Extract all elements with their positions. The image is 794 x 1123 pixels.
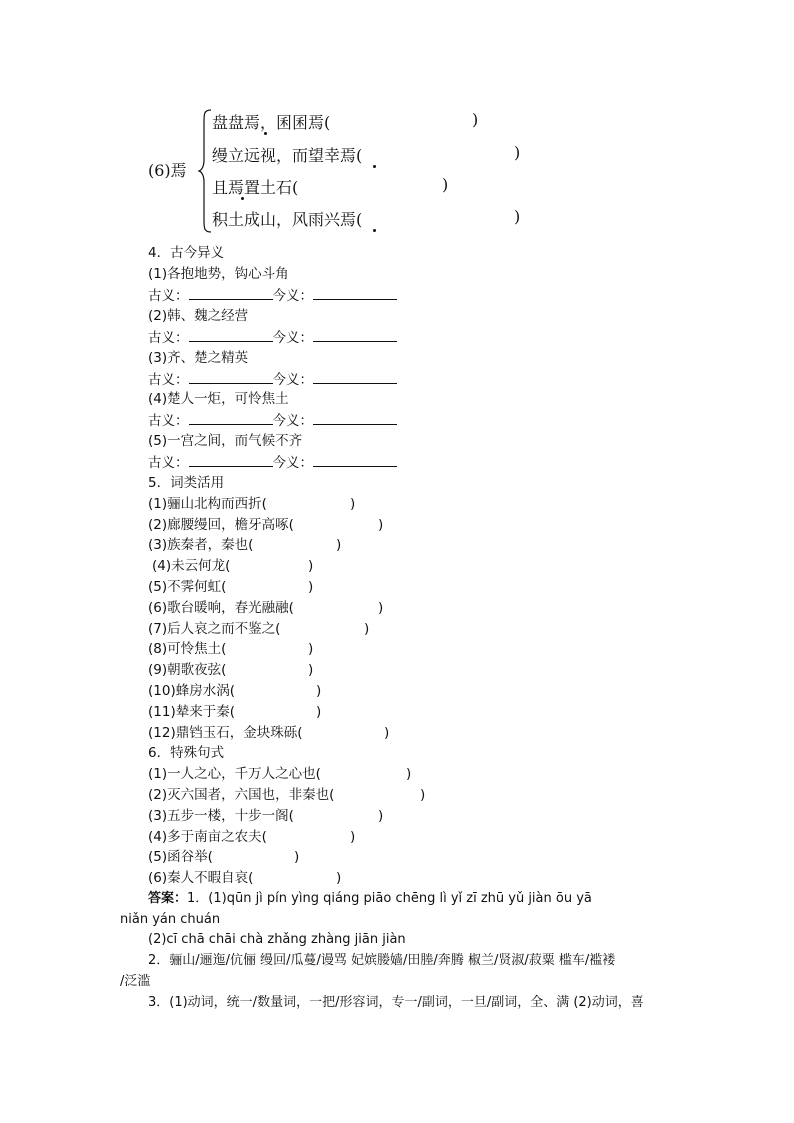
left-brace-icon bbox=[198, 108, 212, 234]
word-class-item: (9)朝歌夜弦( ) bbox=[148, 662, 314, 678]
sentence-pattern-item: (6)秦人不暇自哀( ) bbox=[148, 870, 342, 886]
modern-meaning-blank[interactable] bbox=[313, 287, 397, 300]
ancient-meaning-blank[interactable] bbox=[189, 371, 273, 384]
yan-label: (6)焉 bbox=[148, 161, 187, 180]
meaning-row: 古义： 今义： bbox=[148, 287, 397, 304]
yan-line-2: 缦立远视，而望幸焉( ) bbox=[212, 143, 521, 165]
modern-meaning-blank[interactable] bbox=[313, 329, 397, 342]
word-class-item: (10)蜂房水涡( ) bbox=[148, 683, 322, 699]
yan-line-4: 积土成山，风雨兴焉( ) bbox=[212, 207, 521, 229]
section-5-heading: 5．词类活用 bbox=[148, 475, 225, 491]
word-class-item: (8)可怜焦土( ) bbox=[148, 641, 314, 657]
answers-line-6: 3．(1)动词，统一/数量词，一把/形容词，专一/副词，一旦/副词，全、满 (2)动词，喜 bbox=[148, 995, 644, 1010]
ancient-modern-item: (3)齐、楚之精英 bbox=[148, 350, 249, 366]
yan-line-1: 盘盘焉，囷囷焉( ) bbox=[212, 110, 479, 132]
word-class-item: (5)不霁何虹( ) bbox=[148, 579, 314, 595]
answers-line-1: 答案：1．(1)qūn jì pín yìng qiáng piāo chēng lì yǐ zī zhū yǔ jiàn ōu yā bbox=[148, 891, 592, 906]
answers-line-5: /泛滥 bbox=[120, 974, 151, 989]
word-class-item: (12)鼎铛玉石，金块珠砾( ) bbox=[148, 725, 390, 741]
sentence-pattern-item: (3)五步一楼，十步一阁( ) bbox=[148, 808, 384, 824]
word-class-item: (2)廊腰缦回，檐牙高啄( ) bbox=[148, 517, 384, 533]
ancient-modern-item: (2)韩、魏之经营 bbox=[148, 308, 249, 324]
meaning-row: 古义： 今义： bbox=[148, 412, 397, 429]
answers-line-3: (2)cī chā chāi chà zhǎng zhàng jiān jiàn bbox=[148, 932, 406, 947]
ancient-meaning-blank[interactable] bbox=[189, 412, 273, 425]
emphasis-dot-icon bbox=[241, 197, 244, 200]
word-class-item: (3)族秦者，秦也( ) bbox=[148, 537, 342, 553]
emphasis-dot-icon bbox=[373, 229, 376, 232]
meaning-row: 古义： 今义： bbox=[148, 329, 397, 346]
ancient-modern-item: (4)楚人一炬，可怜焦土 bbox=[148, 391, 289, 407]
answers-line-4: 2．骊山/逦迤/伉俪 缦回/瓜蔓/谩骂 妃嫔媵嫱/田塍/奔腾 椒兰/贤淑/菽粟 槛车/褴褛 bbox=[148, 953, 616, 968]
section-6-heading: 6．特殊句式 bbox=[148, 745, 225, 761]
yan-line-3: 且焉置土石( ) bbox=[212, 175, 449, 197]
answers-label: 答案： bbox=[148, 891, 188, 906]
modern-meaning-blank[interactable] bbox=[313, 371, 397, 384]
word-class-item: (11)辇来于秦( ) bbox=[148, 704, 322, 720]
sentence-pattern-item: (4)多于南亩之农夫( ) bbox=[148, 829, 356, 845]
section-4-heading: 4．古今异义 bbox=[148, 245, 225, 261]
ancient-modern-item: (1)各抱地势，钩心斗角 bbox=[148, 266, 289, 282]
ancient-meaning-blank[interactable] bbox=[189, 454, 273, 467]
modern-meaning-blank[interactable] bbox=[313, 454, 397, 467]
ancient-meaning-blank[interactable] bbox=[189, 329, 273, 342]
ancient-meaning-blank[interactable] bbox=[189, 287, 273, 300]
meaning-row: 古义： 今义： bbox=[148, 371, 397, 388]
word-class-item: (4)未云何龙( ) bbox=[152, 558, 314, 574]
word-class-item: (6)歌台暖响，春光融融( ) bbox=[148, 600, 384, 616]
sentence-pattern-item: (1)一人之心，千万人之心也( ) bbox=[148, 766, 412, 782]
sentence-pattern-item: (2)灭六国者，六国也，非秦也( ) bbox=[148, 787, 426, 803]
meaning-row: 古义： 今义： bbox=[148, 454, 397, 471]
sentence-pattern-item: (5)函谷举( ) bbox=[148, 849, 300, 865]
emphasis-dot-icon bbox=[373, 165, 376, 168]
section-6-yan-block bbox=[148, 108, 568, 234]
word-class-item: (7)后人哀之而不鉴之( ) bbox=[148, 621, 370, 637]
answers-line-2: niǎn yán chuán bbox=[120, 912, 221, 927]
modern-meaning-blank[interactable] bbox=[313, 412, 397, 425]
word-class-item: (1)骊山北构而西折( ) bbox=[148, 496, 356, 512]
ancient-modern-item: (5)一宫之间，而气候不齐 bbox=[148, 433, 303, 449]
emphasis-dot-icon bbox=[264, 132, 267, 135]
